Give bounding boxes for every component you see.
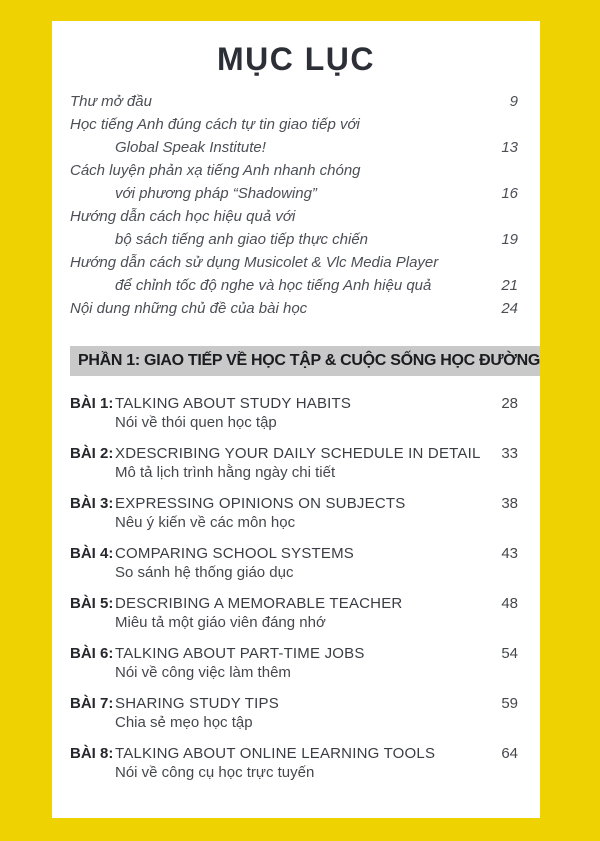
toc-entry xyxy=(70,113,518,136)
toc-entry-text: Hướng dẫn cách học hiệu quả với xyxy=(70,208,296,225)
lesson-row xyxy=(70,394,518,432)
toc-entry-text: Global Speak Institute! xyxy=(115,139,266,156)
lesson-label: BÀI 8: xyxy=(70,745,114,762)
toc-entry-page: 24 xyxy=(501,300,518,317)
lesson-page-number: 38 xyxy=(501,495,518,512)
lesson-title-line xyxy=(70,594,518,613)
lesson-title: XDESCRIBING YOUR DAILY SCHEDULE IN DETAIL xyxy=(115,445,481,462)
toc-entry xyxy=(70,159,518,182)
lesson-title: TALKING ABOUT ONLINE LEARNING TOOLS xyxy=(115,745,436,762)
lesson-label: BÀI 2: xyxy=(70,445,114,462)
toc-page xyxy=(52,21,540,818)
toc-entry-text: Cách luyện phản xạ tiếng Anh nhanh chóng xyxy=(70,162,361,179)
toc-entry-page: 9 xyxy=(509,93,518,110)
toc-entry-text: Nội dung những chủ đề của bài học xyxy=(70,300,308,317)
toc-entry-text: với phương pháp “Shadowing” xyxy=(115,185,317,202)
toc-entry xyxy=(70,90,518,113)
lesson-title-line xyxy=(70,744,518,763)
lesson-subtitle: So sánh hệ thống giáo dục xyxy=(115,564,294,581)
lesson-row xyxy=(70,744,518,782)
lesson-page-number: 28 xyxy=(501,395,518,412)
lesson-row xyxy=(70,694,518,732)
lesson-title-line xyxy=(70,494,518,513)
lesson-title: TALKING ABOUT PART-TIME JOBS xyxy=(115,645,365,662)
toc-entry xyxy=(70,205,518,228)
lesson-title-line xyxy=(70,444,518,463)
lesson-label: BÀI 5: xyxy=(70,595,114,612)
toc-entry xyxy=(70,297,518,320)
toc-entry-text: bộ sách tiếng anh giao tiếp thực chiến xyxy=(115,231,369,248)
section-banner-label: PHẦN 1: GIAO TIẾP VỀ HỌC TẬP & CUỘC SỐNG HỌC ĐƯỜNG xyxy=(78,352,541,369)
intro-toc-list xyxy=(70,90,518,320)
lesson-page-number: 43 xyxy=(501,545,518,562)
lesson-row xyxy=(70,594,518,632)
lesson-page-number: 33 xyxy=(501,445,518,462)
lesson-title: COMPARING SCHOOL SYSTEMS xyxy=(115,545,354,562)
toc-entry xyxy=(70,136,518,159)
lesson-subtitle: Nêu ý kiến về các môn học xyxy=(115,514,296,531)
toc-entry-page: 16 xyxy=(501,185,518,202)
lesson-title-line xyxy=(70,544,518,563)
lesson-page-number: 54 xyxy=(501,645,518,662)
lesson-row xyxy=(70,444,518,482)
lesson-page-number: 59 xyxy=(501,695,518,712)
section-banner xyxy=(70,346,540,376)
toc-entry xyxy=(70,228,518,251)
toc-entry-text: Hướng dẫn cách sử dụng Musicolet & Vlc Media Player xyxy=(70,254,439,271)
lesson-label: BÀI 3: xyxy=(70,495,114,512)
lesson-subtitle: Nói về công việc làm thêm xyxy=(115,664,291,681)
toc-entry xyxy=(70,274,518,297)
toc-entry-text: Học tiếng Anh đúng cách tự tin giao tiếp với xyxy=(70,116,360,133)
lesson-title: DESCRIBING A MEMORABLE TEACHER xyxy=(115,595,403,612)
lesson-title: EXPRESSING OPINIONS ON SUBJECTS xyxy=(115,495,406,512)
lesson-subtitle: Mô tả lịch trình hằng ngày chi tiết xyxy=(115,464,336,481)
lesson-row xyxy=(70,544,518,582)
lesson-subtitle: Chia sẻ mẹo học tập xyxy=(115,714,253,731)
lesson-title: TALKING ABOUT STUDY HABITS xyxy=(115,395,352,412)
toc-entry xyxy=(70,182,518,205)
lesson-list xyxy=(70,394,518,782)
toc-entry-text: để chỉnh tốc độ nghe và học tiếng Anh hiệu quả xyxy=(115,277,432,294)
lesson-subtitle: Miêu tả một giáo viên đáng nhớ xyxy=(115,614,326,631)
lesson-subtitle: Nói về thói quen học tập xyxy=(115,414,277,431)
lesson-label: BÀI 7: xyxy=(70,695,114,712)
toc-entry xyxy=(70,251,518,274)
toc-entry-page: 13 xyxy=(501,139,518,156)
lesson-page-number: 48 xyxy=(501,595,518,612)
lesson-label: BÀI 6: xyxy=(70,645,114,662)
lesson-subtitle: Nói về công cụ học trực tuyến xyxy=(115,764,315,781)
toc-entry-page: 21 xyxy=(501,277,518,294)
lesson-label: BÀI 1: xyxy=(70,395,114,412)
lesson-page-number: 64 xyxy=(501,745,518,762)
lesson-row xyxy=(70,494,518,532)
lesson-label: BÀI 4: xyxy=(70,545,114,562)
lesson-title-line xyxy=(70,644,518,663)
lesson-title-line xyxy=(70,694,518,713)
lesson-row xyxy=(70,644,518,682)
lesson-title-line xyxy=(70,394,518,413)
toc-entry-text: Thư mở đầu xyxy=(70,93,152,110)
lesson-title: SHARING STUDY TIPS xyxy=(115,695,279,712)
page-title: MỤC LỤC xyxy=(216,41,376,77)
toc-entry-page: 19 xyxy=(501,231,518,248)
